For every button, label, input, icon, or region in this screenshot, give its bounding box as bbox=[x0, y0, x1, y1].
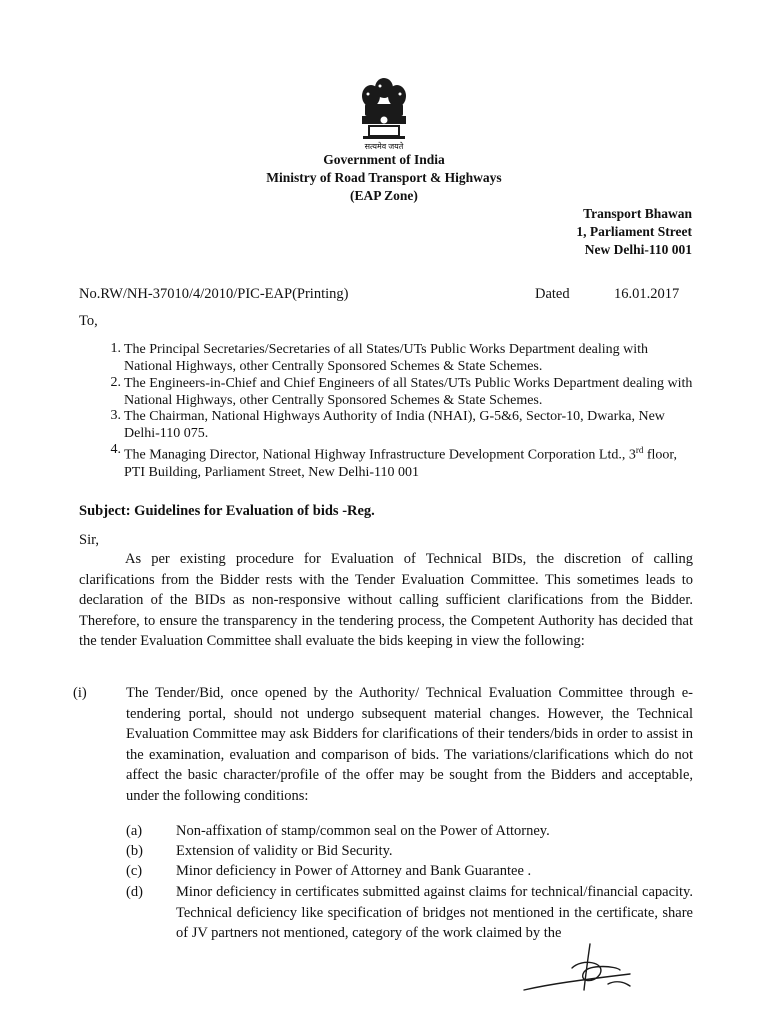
recipient-text: The Chairman, National Highways Authority of India (NHAI), G-5&6, Sector-10, Dwarka, New Delhi-110 075. bbox=[124, 409, 665, 441]
recipient-number: 2. bbox=[110, 375, 121, 390]
point-text: The Tender/Bid, once opened by the Authority/ Technical Evaluation Committee through e-tendering portal, should not undergo subsequent material changes. However, the Technical Evaluation Committee may ask Bidders for clarifications of their tenders/bids in order to assist in the examination, evaluation and comparison of bids. The variations/clarifications which do not affect the basic character/profile of the offer may be sought from the Bidders and acceptable, under the following conditions: bbox=[126, 685, 693, 804]
ordinal-suffix: rd bbox=[635, 445, 644, 455]
header-zone: (EAP Zone) bbox=[350, 188, 418, 203]
condition-text: Minor deficiency in certificates submitted against claims for technical/financial capacity. Technical deficiency like specification of bridges not mentioned in the certificate, share of JV partners not mentioned, category of the work claimed by the bbox=[176, 884, 693, 941]
dated-label: Dated bbox=[535, 286, 570, 302]
condition-text: Minor deficiency in Power of Attorney and Bank Guarantee . bbox=[176, 863, 532, 879]
header-government: Government of India bbox=[323, 152, 445, 167]
condition-label: (a) bbox=[126, 823, 143, 839]
header-ministry: Ministry of Road Transport & Highways bbox=[266, 170, 502, 185]
emblem-motto: सत्यमेव जयते bbox=[364, 142, 404, 151]
address-line-1: Transport Bhawan bbox=[583, 206, 692, 221]
recipient-text-part: The Managing Director, National Highway Infrastructure Development Corporation Ltd., 3 bbox=[124, 447, 636, 463]
condition-label: (b) bbox=[126, 843, 143, 859]
recipient-number: 1. bbox=[110, 341, 121, 356]
recipient-text: The Principal Secretaries/Secretaries of all States/UTs Public Works Department dealing with National Highways, other Centrally Sponsored Schemes & State Schemes. bbox=[124, 342, 649, 374]
subject-line: Subject: Guidelines for Evaluation of bids -Reg. bbox=[79, 503, 375, 519]
recipient-text: The Engineers-in-Chief and Chief Engineers of all States/UTs Public Works Department dealing with National Highways, other Centrally Sponsored Schemes & State Schemes. bbox=[124, 376, 693, 408]
recipient-number: 4. bbox=[110, 442, 121, 457]
condition-text: Extension of validity or Bid Security. bbox=[176, 843, 393, 859]
salutation: Sir, bbox=[79, 532, 99, 548]
address-line-3: New Delhi-110 001 bbox=[584, 242, 692, 257]
reference-number: No.RW/NH-37010/4/2010/PIC-EAP(Printing) bbox=[79, 286, 349, 302]
recipient-text bbox=[124, 442, 694, 481]
to-label: To, bbox=[79, 313, 98, 329]
reference-date: 16.01.2017 bbox=[614, 286, 680, 302]
recipient-text-part: floor, PTI Building, Parliament Street, New Delhi-110 001 bbox=[124, 447, 677, 480]
condition-label: (d) bbox=[126, 884, 143, 900]
intro-paragraph: As per existing procedure for Evaluation of Technical BIDs, the discretion of calling clarifications from the Bidder rests with the Tender Evaluation Committee. This sometimes leads to declaration of the BIDs as non-responsive without calling sufficient clarifications from the Bidder. Therefore, to ensure the transparency in the tendering process, the Competent Authority has decided that the tender Evaluation Committee shall evaluate the bids keeping in view the following: bbox=[79, 551, 693, 649]
condition-text: Non-affixation of stamp/common seal on the Power of Attorney. bbox=[176, 823, 550, 839]
recipient-number: 3. bbox=[110, 408, 121, 423]
signature-icon bbox=[520, 940, 640, 996]
address-line-2: 1, Parliament Street bbox=[576, 224, 692, 239]
point-label: (i) bbox=[73, 685, 87, 701]
condition-label: (c) bbox=[126, 863, 143, 879]
